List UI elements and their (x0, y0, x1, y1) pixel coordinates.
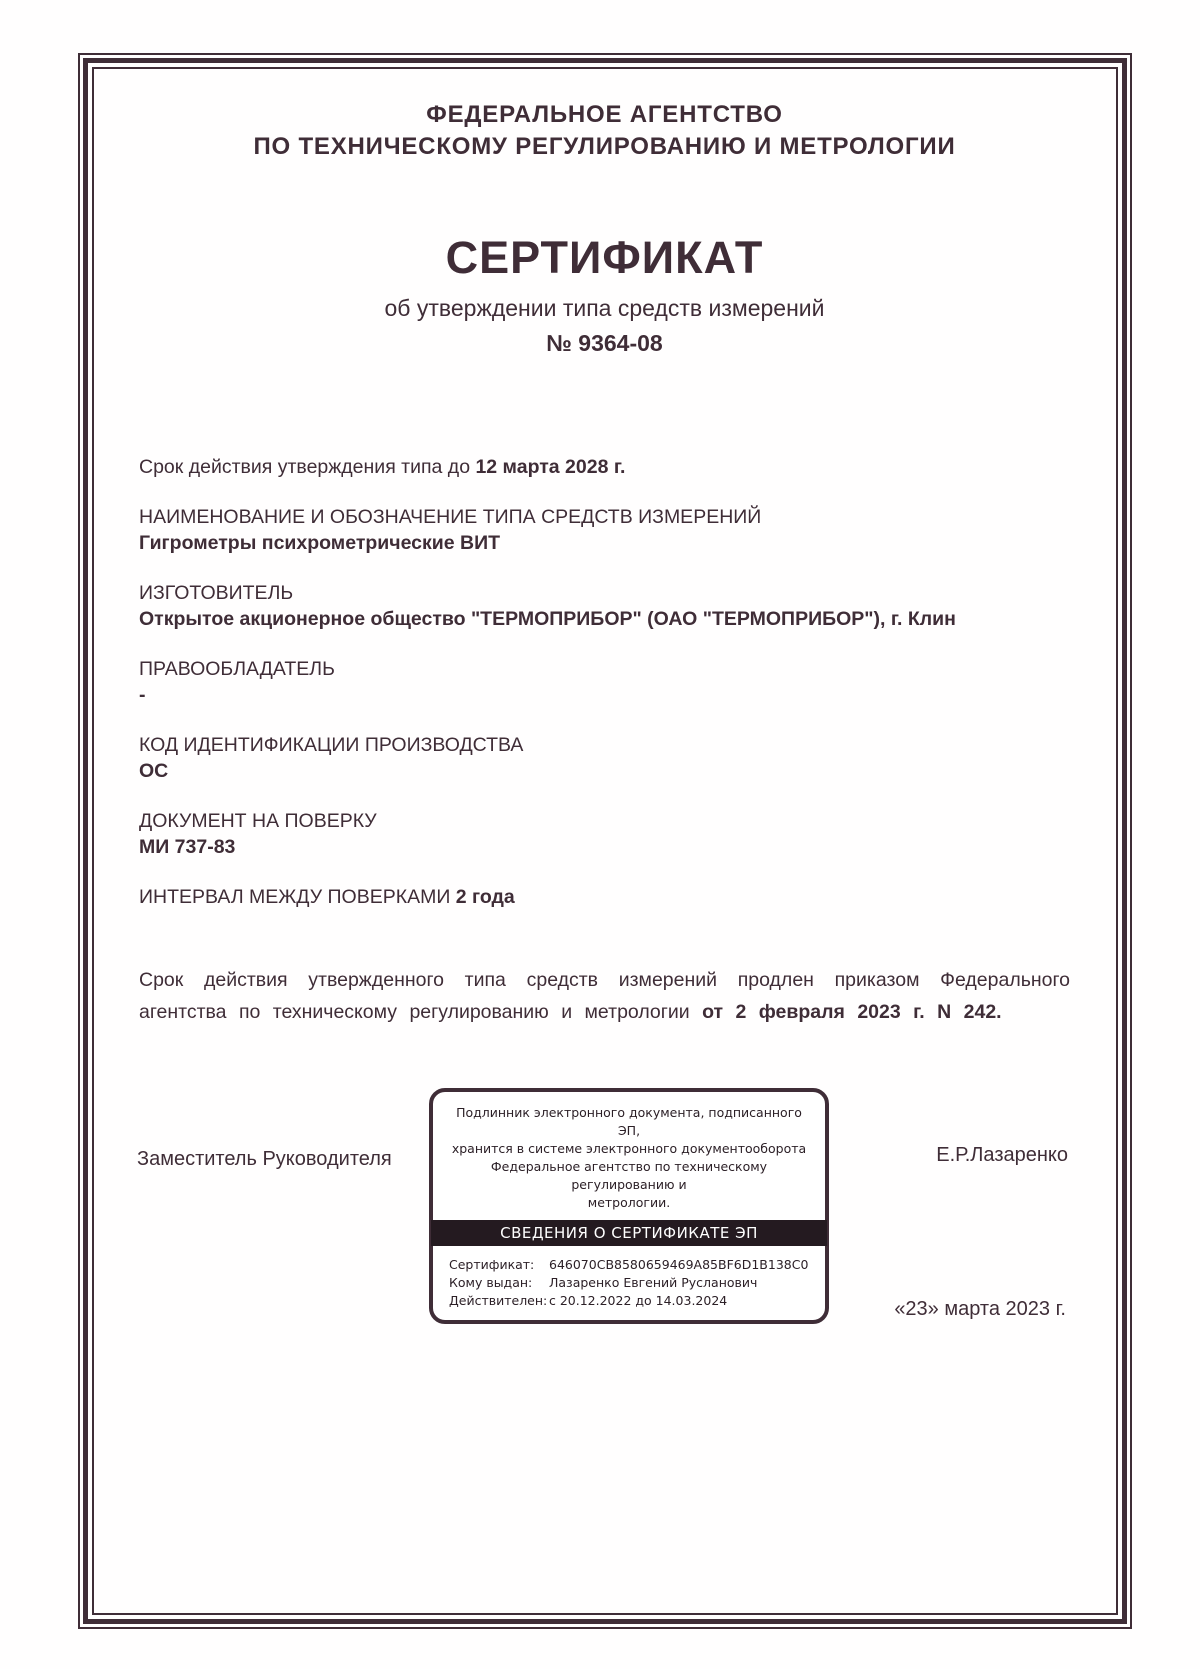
agency-header (139, 99, 1070, 163)
certificate-content (94, 69, 1116, 1322)
esign-stamp (429, 1088, 829, 1324)
field-manufacturer (139, 580, 1070, 632)
esign-issued-label: Кому выдан: (449, 1275, 533, 1290)
esign-cert-label: Сертификат: (449, 1257, 535, 1272)
esign-desc-line3: Федеральное агентство по техническому регулированию и (490, 1159, 768, 1192)
validity-label: Срок действия утверждения типа до (139, 456, 476, 478)
field-value: Гигрометры психрометрические ВИТ (139, 532, 501, 554)
signature-position: Заместитель Руководителя (137, 1148, 392, 1170)
esign-issued-value: Лазаренко Евгений Русланович (549, 1275, 758, 1290)
signature-date: «23» марта 2023 г. (894, 1298, 1066, 1320)
certificate-frame-inner-rule (92, 67, 1118, 1615)
esign-cert-row (449, 1256, 809, 1274)
certificate-number: № 9364-08 (546, 330, 663, 356)
field-rights-holder (139, 656, 1070, 708)
esign-stamp-description (447, 1104, 811, 1212)
signature-row (137, 1086, 1070, 1308)
field-label: НАИМЕНОВАНИЕ И ОБОЗНАЧЕНИЕ ТИПА СРЕДСТВ ИЗМЕРЕНИЙ (139, 506, 762, 528)
esign-desc-line2: хранится в системе электронного документооборота (451, 1141, 807, 1156)
validity-value: 12 марта 2028 г. (475, 456, 626, 478)
certificate-frame-middle-rule (83, 58, 1127, 1624)
interval-value: 2 года (455, 886, 515, 908)
esign-valid-row (449, 1292, 809, 1310)
interval-label: ИНТЕРВАЛ МЕЖДУ ПОВЕРКАМИ (139, 886, 456, 908)
esign-desc-line1: Подлинник электронного документа, подписанного ЭП, (456, 1105, 802, 1138)
esign-certificate-header-bar: СВЕДЕНИЯ О СЕРТИФИКАТЕ ЭП (431, 1220, 827, 1246)
validity-field (139, 454, 1070, 480)
field-production-id-code (139, 732, 1070, 784)
prolongation-text: Срок действия утвержденного типа средств измерений продлен приказом Федерального агентства по техническому регулированию и метрологии (139, 969, 1070, 1023)
esign-valid-value: с 20.12.2022 до 14.03.2024 (549, 1293, 728, 1308)
certificate-body (139, 454, 1070, 1322)
field-verification-document (139, 808, 1070, 860)
field-label: ИЗГОТОВИТЕЛЬ (139, 582, 294, 604)
certificate-subtitle: об утверждении типа средств измерений (384, 295, 825, 321)
agency-header-line1: ФЕДЕРАЛЬНОЕ АГЕНТСТВО (426, 101, 783, 128)
field-name-and-designation (139, 504, 1070, 556)
agency-header-line2: ПО ТЕХНИЧЕСКОМУ РЕГУЛИРОВАНИЮ И МЕТРОЛОГИИ (253, 133, 956, 160)
verification-interval-line (139, 884, 1070, 910)
certificate-frame (78, 53, 1132, 1629)
field-value: Открытое акционерное общество "ТЕРМОПРИБОР" (ОАО "ТЕРМОПРИБОР"), г. Клин (139, 608, 956, 630)
certificate-title: СЕРТИФИКАТ (445, 232, 764, 283)
field-value: ОС (139, 760, 169, 782)
field-value: - (139, 684, 146, 706)
prolongation-paragraph (139, 964, 1070, 1028)
signature-name: Е.Р.Лазаренко (936, 1144, 1068, 1166)
prolongation-order: от 2 февраля 2023 г. N 242. (702, 1001, 1002, 1023)
field-label: ДОКУМЕНТ НА ПОВЕРКУ (139, 810, 377, 832)
field-label: ПРАВООБЛАДАТЕЛЬ (139, 658, 335, 680)
esign-valid-label: Действителен: (449, 1293, 548, 1308)
esign-desc-line4: метрологии. (587, 1195, 671, 1210)
esign-certificate-details (447, 1256, 811, 1310)
field-label: КОД ИДЕНТИФИКАЦИИ ПРОИЗВОДСТВА (139, 734, 524, 756)
field-value: МИ 737-83 (139, 836, 236, 858)
esign-issued-row (449, 1274, 809, 1292)
esign-cert-value: 646070CB8580659469A85BF6D1B138C0 (549, 1257, 809, 1272)
